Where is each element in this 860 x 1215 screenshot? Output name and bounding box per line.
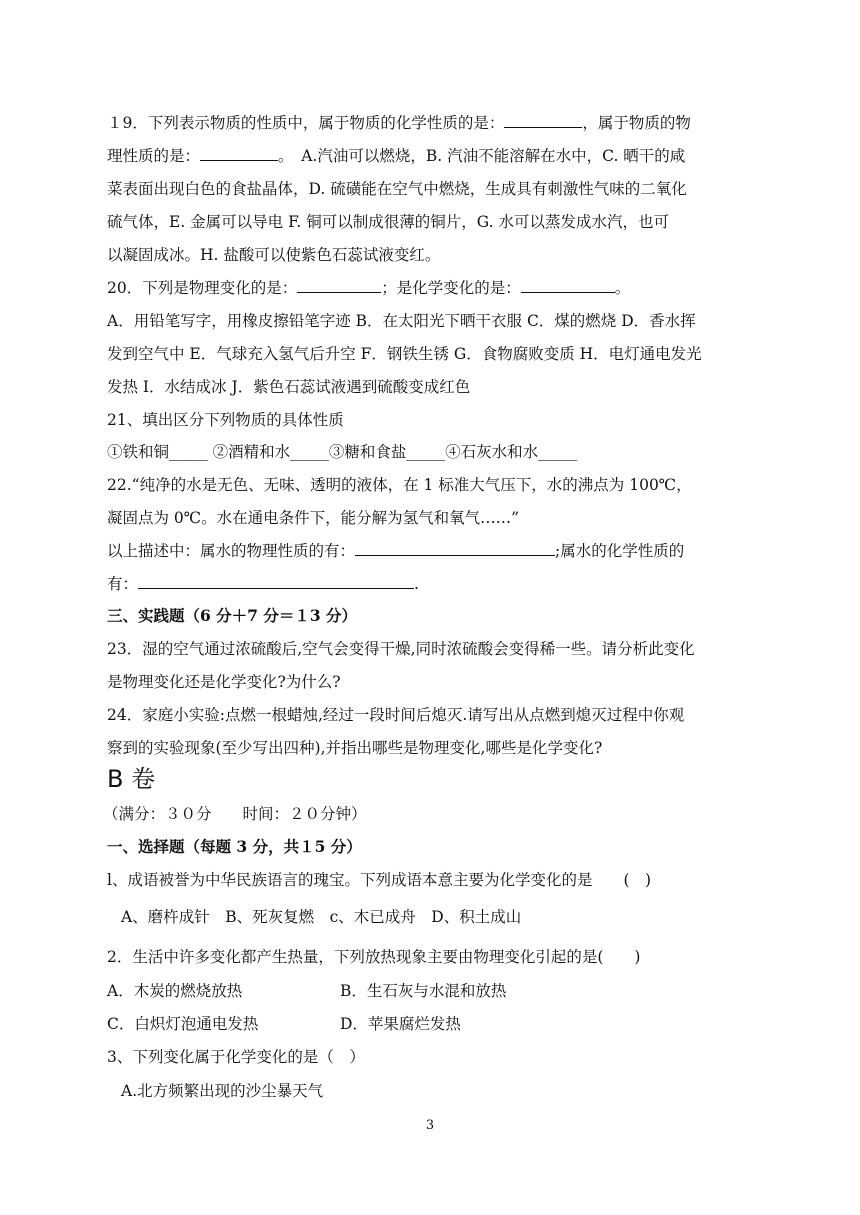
q19-line-3: 菜表面出现白色的食盐晶体，D. 硫磺能在空气中燃烧，生成具有刺激性气味的二氧化 <box>107 180 687 198</box>
b3-stem: 3、下列变化属于化学变化的是（ ） <box>107 1048 365 1066</box>
q22-line-4: 有： . <box>107 575 419 593</box>
q23-line-1: 23．湿的空气通过浓硫酸后,空气会变得干燥,同时浓硫酸会变得稀一些。请分析此变化 <box>107 640 695 658</box>
b2-option-b: B．生石灰与水混和放热 <box>340 982 507 1000</box>
b2-option-a: A．木炭的燃烧放热 <box>107 982 243 1000</box>
q24-line-1: 24．家庭小实验:点燃一根蜡烛,经过一段时间后熄灭.请写出从点燃到熄灭过程中你观 <box>107 706 685 724</box>
q23-line-2: 是物理变化还是化学变化?为什么? <box>107 673 341 691</box>
q20-line-2: A．用铅笔写字，用橡皮擦铅笔字迹 B．在太阳光下晒干衣服 C．煤的燃烧 D．香水挥 <box>107 312 696 330</box>
answer-blank[interactable] <box>355 540 555 556</box>
q24-line-2: 察到的实验现象(至少写出四种),并指出哪些是物理变化,哪些是化学变化? <box>107 739 603 757</box>
q22-line-2: 凝固点为 0℃。水在通电条件下，能分解为氢气和氧气……” <box>107 509 520 527</box>
b2-option-c: C．白炽灯泡通电发热 <box>107 1015 259 1033</box>
answer-blank[interactable] <box>504 112 582 128</box>
b3-option-a: A.北方频繁出现的沙尘暴天气 <box>121 1082 324 1100</box>
b-section-heading: 一、选择题（每题 3 分，共１5 分） <box>107 837 362 856</box>
b1-options: A、磨杵成针 B、死灰复燃 c、木已成舟 D、积土成山 <box>121 908 522 926</box>
b-paper-meta: （满分：３０分 时间：２０分钟） <box>103 805 367 823</box>
q20-line-3: 发到空气中 E．气球充入氢气后升空 F．钢铁生锈 G．食物腐败变质 H．电灯通电发光 <box>107 345 702 363</box>
q21-line-2: ①铁和铜_____ ②酒精和水_____③糖和食盐_____④石灰水和水_____ <box>107 443 577 461</box>
q19-line-1: １9．下列表示物质的性质中，属于物质的化学性质的是： ，属于物质的物 <box>107 114 691 132</box>
answer-blank[interactable] <box>521 277 615 293</box>
b2-stem: 2．生活中许多变化都产生热量，下列放热现象主要由物理变化引起的是( ) <box>107 948 641 966</box>
section-heading: 三、实践题（6 分＋7 分＝１3 分） <box>107 606 358 625</box>
q22-line-1: 22.“纯净的水是无色、无味、透明的液体，在 1 标准大气压下，水的沸点为 100℃， <box>107 476 692 494</box>
page-number: 3 <box>425 1118 435 1133</box>
b2-option-d: D．苹果腐烂发热 <box>340 1015 461 1033</box>
q20-line-4: 发热 I．水结成冰 J．紫色石蕊试液遇到硫酸变成红色 <box>107 378 471 396</box>
b1-stem: l、成语被誉为中华民族语言的瑰宝。下列成语本意主要为化学变化的是 ( ) <box>107 871 652 889</box>
q20-line-1: 20．下列是物理变化的是： ；是化学变化的是： 。 <box>107 279 631 297</box>
q19-line-2: 理性质的是： 。 A.汽油可以燃烧，B. 汽油不能溶解在水中，C. 晒干的咸 <box>107 147 686 165</box>
q19-line-5: 以凝固成冰。H. 盐酸可以使紫色石蕊试液变红。 <box>107 246 441 264</box>
q22-line-3: 以上描述中：属水的物理性质的有： ;属水的化学性质的 <box>107 542 685 560</box>
q21-line-1: 21、填出区分下列物质的具体性质 <box>107 411 344 429</box>
b-paper-heading: B 卷 <box>107 765 156 793</box>
answer-blank[interactable] <box>200 145 278 161</box>
q19-line-4: 硫气体，E. 金属可以导电 F. 铜可以制成很薄的铜片，G. 水可以蒸发成水汽，也可 <box>107 213 669 231</box>
answer-blank[interactable] <box>297 277 381 293</box>
answer-blank[interactable] <box>138 573 414 589</box>
